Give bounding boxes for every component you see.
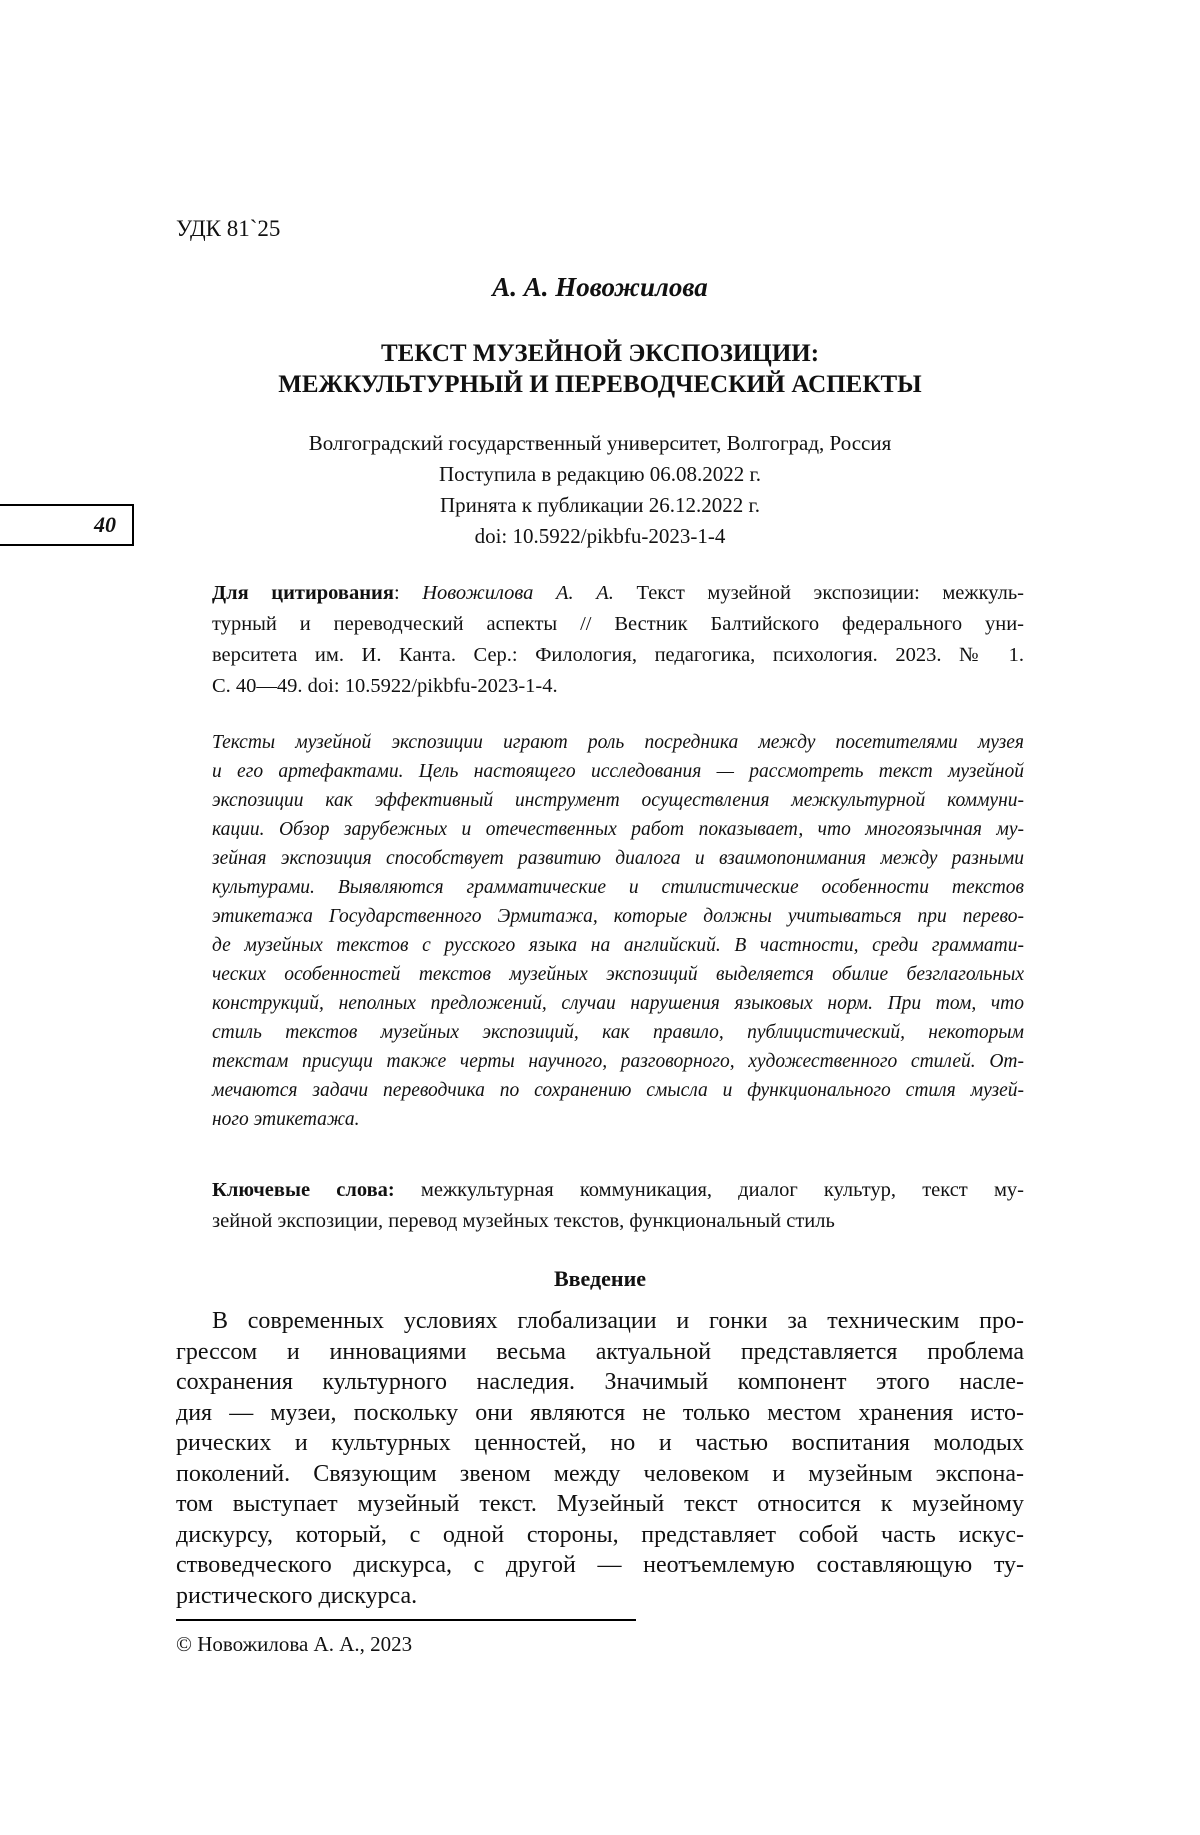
intro-line: том выступает музейный текст. Музейный текст относится к музейному xyxy=(176,1491,1024,1517)
intro-line: В современных условиях глобализации и гонки за техническим про- xyxy=(212,1308,1024,1334)
introduction-paragraph xyxy=(176,1306,1024,1611)
page-number: 40 xyxy=(0,504,134,546)
citation-block xyxy=(212,578,1024,702)
received-date: Поступила в редакцию 06.08.2022 г. xyxy=(438,462,761,486)
article-title-line-2: МЕЖКУЛЬТУРНЫЙ И ПЕРЕВОДЧЕСКИЙ АСПЕКТЫ xyxy=(278,371,922,398)
intro-line: рических и культурных ценностей, но и частью воспитания молодых xyxy=(176,1430,1024,1456)
abstract-line: мечаются задачи переводчика по сохранению смысла и функционального стиля музей- xyxy=(212,1080,1024,1101)
abstract-line: ческих особенностей текстов музейных экспозиций выделяется обилие безглагольных xyxy=(212,964,1024,985)
intro-line: дискурсу, который, с одной стороны, представляет собой часть искус- xyxy=(176,1521,1024,1548)
citation-author: Новожилова А. А. xyxy=(422,582,614,604)
article-title xyxy=(176,338,1024,400)
abstract-line: кации. Обзор зарубежных и отечественных работ показывает, что многоязычная му- xyxy=(212,819,1024,840)
abstract-line: и его артефактами. Цель настоящего исследования — рассмотреть текст музейной xyxy=(212,761,1024,782)
keywords-text-1: межкультурная коммуникация, диалог культур, текст му- xyxy=(394,1179,1024,1201)
citation-line-3: верситета им. И. Канта. Сер.: Филология, педагогика, психология. 2023. № 1. xyxy=(212,644,1024,666)
intro-line: ствоведческого дискурса, с другой — неотъемлемую составляющую ту- xyxy=(176,1552,1024,1578)
citation-line-1: Для цитирования: Новожилова А. А. Текст музейной экспозиции: межкуль- xyxy=(212,582,1024,604)
abstract xyxy=(212,728,1024,1134)
doi: doi: 10.5922/pikbfu-2023-1-4 xyxy=(474,524,726,548)
affiliation-university: Волгоградский государственный университет, Волгоград, Россия xyxy=(308,431,892,455)
keywords-line-2: зейной экспозиции, перевод музейных текстов, функциональный стиль xyxy=(212,1210,835,1232)
abstract-line: ного этикетажа. xyxy=(212,1109,360,1130)
abstract-line: конструкций, неполных предложений, случаи нарушения языковых норм. При том, что xyxy=(212,993,1024,1014)
keywords-label: Ключевые слова: xyxy=(212,1179,395,1201)
accepted-date: Принята к публикации 26.12.2022 г. xyxy=(439,493,760,517)
citation-line-4: С. 40—49. doi: 10.5922/pikbfu-2023-1-4. xyxy=(212,675,558,697)
udk-code: УДК 81`25 xyxy=(176,216,281,241)
abstract-line: культурами. Выявляются грамматические и стилистические особенности текстов xyxy=(212,877,1024,898)
intro-line: грессом и инновациями весьма актуальной представляется проблема xyxy=(176,1338,1024,1365)
footnote-divider xyxy=(176,1619,636,1621)
abstract-line: текстам присущи также черты научного, разговорного, художественного стилей. От- xyxy=(212,1051,1024,1072)
abstract-line: зейная экспозиция способствует развитию диалога и взаимопонимания между разными xyxy=(212,848,1024,869)
citation-line-2: турный и переводческий аспекты // Вестник Балтийского федерального уни- xyxy=(212,613,1024,635)
article-title-line-1: ТЕКСТ МУЗЕЙНОЙ ЭКСПОЗИЦИИ: xyxy=(380,340,820,367)
keywords-line-1 xyxy=(212,1175,1024,1206)
author-name-text: А. А. Новожилова xyxy=(492,272,708,302)
affiliation-block xyxy=(176,428,1024,552)
keywords-block xyxy=(212,1175,1024,1237)
intro-line: поколений. Связующим звеном между человеком и музейным экспона- xyxy=(176,1460,1024,1487)
author-name xyxy=(0,272,1200,303)
abstract-line: экспозиции как эффективный инструмент осуществления межкультурной коммуни- xyxy=(212,790,1024,811)
intro-line: сохранения культурного наследия. Значимый компонент этого насле- xyxy=(176,1369,1024,1395)
abstract-line: этикетажа Государственного Эрмитажа, которые должны учитываться при перево- xyxy=(212,906,1024,927)
abstract-line: Тексты музейной экспозиции играют роль посредника между посетителями музея xyxy=(212,732,1024,753)
intro-line: ристического дискурса. xyxy=(176,1582,418,1609)
citation-text-1: Текст музейной экспозиции: межкуль- xyxy=(613,582,1024,604)
intro-line: дия — музеи, поскольку они являются не только местом хранения исто- xyxy=(176,1399,1024,1426)
abstract-line: стиль текстов музейных экспозиций, как правило, публицистический, некоторым xyxy=(212,1022,1024,1043)
copyright-notice: © Новожилова А. А., 2023 xyxy=(176,1632,413,1656)
abstract-line: де музейных текстов с русского языка на английский. В частности, среди граммати- xyxy=(212,935,1024,956)
citation-label: Для цитирования xyxy=(212,582,394,604)
section-heading-introduction: Введение xyxy=(553,1266,647,1291)
